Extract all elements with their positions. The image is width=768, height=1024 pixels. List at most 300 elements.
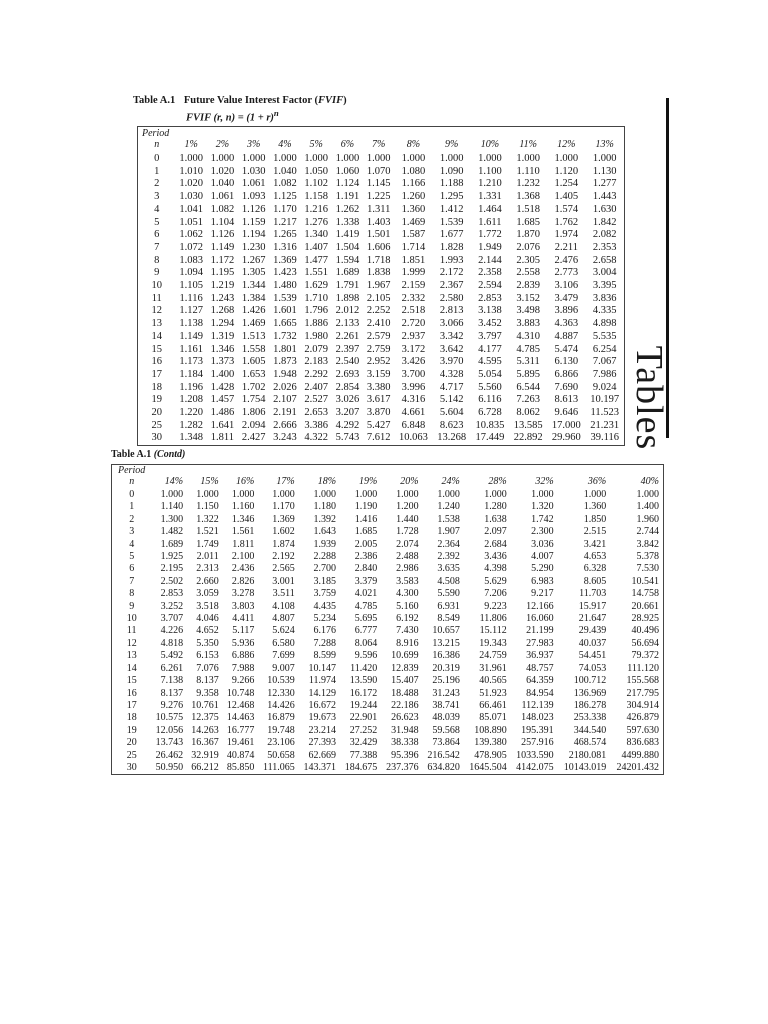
factor-cell: 1.322 <box>196 513 219 525</box>
factor-cell: 1.010 <box>179 165 203 177</box>
factor-cell: 19.244 <box>349 699 378 711</box>
table-row <box>138 432 625 445</box>
table-row <box>138 255 625 268</box>
table-row <box>112 762 664 775</box>
factor-cell: 1.082 <box>210 203 235 215</box>
rate-header: 36% <box>587 476 607 487</box>
factor-cell: 2.744 <box>636 526 659 538</box>
factor-cell: 1.811 <box>210 432 235 444</box>
factor-cell: 32.919 <box>191 749 219 761</box>
table-row <box>112 501 664 513</box>
factor-cell: 21.199 <box>526 625 554 637</box>
factor-cell: 2.012 <box>335 305 360 317</box>
factor-cell: 1.140 <box>160 501 184 513</box>
factor-cell: 11.703 <box>579 588 607 600</box>
factor-cell: 7.988 <box>231 662 255 674</box>
factor-cell: 1.949 <box>478 241 502 253</box>
factor-cell: 112.139 <box>521 699 554 711</box>
factor-cell: 16.172 <box>349 687 378 699</box>
factor-cell: 40.565 <box>479 675 507 687</box>
factor-cell: 2.937 <box>401 330 426 342</box>
factor-cell: 1.558 <box>241 343 266 355</box>
factor-cell: 2.986 <box>396 563 419 575</box>
table-row <box>112 700 664 712</box>
factor-cell: 1.000 <box>210 153 235 164</box>
factor-cell: 3.001 <box>272 575 295 587</box>
factor-cell: 1.501 <box>366 229 391 241</box>
factor-cell: 2.305 <box>516 254 540 266</box>
side-tab <box>624 345 674 451</box>
factor-cell: 14.263 <box>191 724 219 736</box>
factor-cell: 2.300 <box>531 526 554 538</box>
factor-cell: 21.647 <box>578 613 607 625</box>
factor-cell: 2.144 <box>478 254 502 266</box>
table-row <box>138 305 625 318</box>
factor-cell: 1.340 <box>304 229 328 241</box>
factor-cell: 4.653 <box>583 551 607 563</box>
factor-cell: 1.742 <box>531 513 554 525</box>
period-cell: 15 <box>126 675 137 687</box>
factor-cell: 1.127 <box>179 305 203 317</box>
factor-cell: 1.344 <box>241 280 266 292</box>
factor-cell: 1.062 <box>179 229 203 241</box>
factor-cell: 5.629 <box>484 575 507 587</box>
factor-cell: 8.916 <box>396 637 419 649</box>
factor-cell: 1.384 <box>241 292 266 304</box>
factor-cell: 31.961 <box>479 662 507 674</box>
factor-cell: 6.192 <box>396 613 419 625</box>
factor-cell: 2.407 <box>304 381 328 393</box>
factor-cell: 2.364 <box>437 538 460 550</box>
table-row <box>138 356 625 369</box>
factor-cell: 6.116 <box>478 394 502 406</box>
factor-cell: 184.675 <box>344 761 378 773</box>
table-row <box>112 638 664 650</box>
factor-cell: 1.428 <box>210 381 235 393</box>
factor-cell: 6.983 <box>531 575 554 587</box>
factor-cell: 1.400 <box>636 501 659 513</box>
factor-cell: 25.196 <box>432 675 460 687</box>
factor-cell: 1.295 <box>439 191 464 203</box>
factor-cell: 1.925 <box>160 551 184 563</box>
factor-cell: 1.124 <box>335 178 360 190</box>
factor-cell: 1.369 <box>272 513 295 525</box>
factor-cell: 1.170 <box>273 203 297 215</box>
factor-cell: 85.071 <box>479 712 507 724</box>
factor-cell: 1.072 <box>179 241 203 253</box>
table-row <box>138 407 625 420</box>
factor-cell: 7.263 <box>516 394 540 406</box>
factor-cell: 8.605 <box>583 575 607 587</box>
factor-cell: 1.369 <box>273 254 297 266</box>
factor-cell: 597.630 <box>626 724 659 736</box>
factor-cell: 1.305 <box>241 267 266 279</box>
factor-cell: 7.076 <box>196 662 219 674</box>
factor-cell: 9.266 <box>231 675 255 687</box>
table-row <box>112 650 664 662</box>
factor-cell: 1.000 <box>231 489 255 500</box>
factor-cell: 2.952 <box>366 356 391 368</box>
factor-cell: 1.102 <box>304 178 328 190</box>
factor-cell: 2.011 <box>196 551 219 563</box>
factor-cell: 1.594 <box>335 254 360 266</box>
factor-cell: 19.673 <box>308 712 337 724</box>
period-cell: 9 <box>129 600 135 612</box>
rate-header: 11% <box>519 139 537 150</box>
factor-cell: 11.420 <box>350 662 378 674</box>
factor-cell: 1.714 <box>401 241 426 253</box>
factor-cell: 19.748 <box>267 724 295 736</box>
factor-cell: 4.046 <box>196 613 219 625</box>
factor-cell: 3.252 <box>160 600 184 612</box>
factor-cell: 3.479 <box>554 292 579 304</box>
factor-cell: 1.172 <box>210 254 235 266</box>
factor-cell: 3.797 <box>478 330 502 342</box>
factor-cell: 1.806 <box>241 407 266 419</box>
table-row <box>138 191 625 204</box>
factor-cell: 2.579 <box>366 330 391 342</box>
factor-cell: 1.685 <box>354 526 378 538</box>
factor-cell: 2.195 <box>160 563 184 575</box>
factor-cell: 4.661 <box>401 407 426 419</box>
factor-cell: 22.186 <box>391 699 419 711</box>
factor-cell: 14.463 <box>226 712 255 724</box>
factor-cell: 1.104 <box>210 216 235 228</box>
factor-cell: 1.000 <box>354 489 378 500</box>
factor-cell: 1.254 <box>554 178 579 190</box>
factor-cell: 1.419 <box>335 229 360 241</box>
factor-cell: 2.026 <box>273 381 297 393</box>
factor-cell: 3.379 <box>354 575 378 587</box>
table-row <box>112 750 664 762</box>
factor-cell: 1.801 <box>273 343 297 355</box>
factor-cell: 1.482 <box>160 526 184 538</box>
factor-cell: 1.368 <box>516 191 540 203</box>
factor-cell: 1.749 <box>196 538 219 550</box>
factor-cell: 11.806 <box>479 613 507 625</box>
factor-cell: 1.195 <box>210 267 235 279</box>
factor-cell: 2.488 <box>396 551 419 563</box>
factor-cell: 1.538 <box>437 513 460 525</box>
table1-heading: Future Value Interest Factor (FVIF) <box>183 95 347 106</box>
factor-cell: 23.214 <box>308 724 337 736</box>
rate-header: 32% <box>535 476 554 487</box>
factor-cell: 4.292 <box>335 419 360 431</box>
factor-cell: 5.743 <box>335 432 360 444</box>
factor-cell: 3.185 <box>313 575 337 587</box>
factor-cell: 1.629 <box>304 280 328 292</box>
factor-cell: 1.208 <box>179 394 203 406</box>
factor-cell: 2.410 <box>366 318 391 330</box>
factor-cell: 8.062 <box>516 407 540 419</box>
factor-cell: 4.007 <box>531 551 554 563</box>
factor-cell: 1.426 <box>241 305 266 317</box>
factor-cell: 3.896 <box>554 305 579 317</box>
factor-cell: 1.392 <box>313 513 337 525</box>
period-cell: 7 <box>129 575 135 587</box>
factor-cell: 5.590 <box>437 588 460 600</box>
factor-cell: 3.452 <box>478 318 502 330</box>
factor-cell: 1.216 <box>304 203 328 215</box>
factor-cell: 1.718 <box>366 254 391 266</box>
factor-cell: 1.407 <box>304 241 328 253</box>
table-row <box>138 229 625 242</box>
period-cell: 17 <box>151 368 162 380</box>
factor-cell: 2.094 <box>241 419 266 431</box>
factor-cell: 1.260 <box>401 191 426 203</box>
period-cell: 13 <box>151 318 162 330</box>
factor-cell: 1.184 <box>179 368 203 380</box>
rate-header: 16% <box>235 476 255 487</box>
factor-cell: 2.653 <box>304 407 328 419</box>
factor-cell: 2.854 <box>335 381 360 393</box>
table-row <box>112 625 664 637</box>
table1-label: Table A.1 <box>133 95 176 106</box>
factor-cell: 6.580 <box>272 637 295 649</box>
factor-cell: 1.000 <box>366 153 391 164</box>
factor-cell: 4.316 <box>401 394 426 406</box>
factor-cell: 2.700 <box>313 563 337 575</box>
factor-cell: 27.983 <box>526 637 554 649</box>
factor-cell: 1.643 <box>313 526 337 538</box>
table1-formula: FVIF (r, $n) = (1 + r)^n$ <box>186 108 279 124</box>
period-cell: 1 <box>129 501 135 513</box>
factor-cell: 1.464 <box>478 203 502 215</box>
factor-cell: 3.380 <box>366 381 391 393</box>
period-cell: 2 <box>129 513 135 525</box>
factor-cell: 14.758 <box>631 588 659 600</box>
factor-cell: 1.040 <box>210 178 235 190</box>
factor-cell: 10.147 <box>308 662 337 674</box>
factor-cell: 8.064 <box>354 637 378 649</box>
factor-cell: 4.818 <box>160 637 184 649</box>
factor-cell: 1.282 <box>179 419 203 431</box>
table-row <box>112 563 664 575</box>
factor-cell: 10.539 <box>267 675 295 687</box>
period-cell: 13 <box>126 650 137 662</box>
factor-cell: 1.051 <box>179 216 203 228</box>
period-cell: 0 <box>129 489 135 500</box>
factor-cell: 2.192 <box>272 551 295 563</box>
factor-cell: 1.277 <box>592 178 617 190</box>
factor-cell: 14.426 <box>267 699 295 711</box>
factor-cell: 478.905 <box>474 749 507 761</box>
factor-cell: 18.488 <box>391 687 419 699</box>
rate-header: 7% <box>372 139 386 150</box>
factor-cell: 12.330 <box>267 687 295 699</box>
factor-cell: 4.435 <box>313 600 337 612</box>
factor-cell: 111.120 <box>627 662 659 674</box>
factor-cell: 1.180 <box>313 501 337 513</box>
period-cell: 20 <box>151 407 162 419</box>
factor-cell: 3.426 <box>401 356 426 368</box>
factor-cell: 1.149 <box>179 330 203 342</box>
factor-cell: 15.917 <box>578 600 607 612</box>
table2-contd: (Contd) <box>153 449 186 460</box>
factor-cell: 1.110 <box>516 165 540 177</box>
factor-cell: 1.886 <box>304 318 328 330</box>
factor-cell: 16.777 <box>226 724 255 736</box>
factor-cell: 14.129 <box>308 687 337 699</box>
factor-cell: 7.530 <box>636 563 659 575</box>
factor-cell: 1.539 <box>439 216 464 228</box>
factor-cell: 5.350 <box>196 637 219 649</box>
period-cell: 30 <box>126 761 137 773</box>
factor-cell: 1.268 <box>210 305 235 317</box>
table-row <box>112 514 664 526</box>
factor-cell: 2.076 <box>516 241 540 253</box>
period-cell: 2 <box>154 178 160 190</box>
rate-header: 9% <box>445 139 459 150</box>
factor-cell: 26.462 <box>155 749 184 761</box>
rate-header: 19% <box>358 476 378 487</box>
factor-cell: 10.197 <box>590 394 620 406</box>
period-cell: 3 <box>129 526 135 538</box>
factor-cell: 1.061 <box>241 178 266 190</box>
period-cell: 15 <box>151 343 162 355</box>
period-label: Period <box>142 128 170 139</box>
table-row <box>112 539 664 551</box>
factor-cell: 48.039 <box>432 712 460 724</box>
factor-cell: 1.842 <box>592 216 617 228</box>
factor-cell: 1.100 <box>478 165 502 177</box>
factor-cell: 1.000 <box>554 153 579 164</box>
factor-cell: 1.230 <box>241 241 266 253</box>
period-cell: 16 <box>126 687 137 699</box>
table1-body <box>138 153 625 446</box>
factor-cell: 1.601 <box>273 305 297 317</box>
factor-cell: 3.172 <box>401 343 426 355</box>
factor-cell: 2.191 <box>273 407 297 419</box>
side-tab-label: Tables <box>628 345 670 451</box>
factor-cell: 1.521 <box>196 526 219 538</box>
factor-cell: 1.689 <box>160 538 184 550</box>
table2-body <box>112 489 664 775</box>
factor-cell: 1.939 <box>313 538 337 550</box>
factor-cell: 1.513 <box>241 330 266 342</box>
factor-cell: 2.107 <box>273 394 297 406</box>
factor-cell: 1.898 <box>335 292 360 304</box>
factor-cell: 1.477 <box>304 254 328 266</box>
factor-cell: 5.492 <box>160 650 184 662</box>
factor-cell: 27.252 <box>349 724 378 736</box>
factor-cell: 6.728 <box>478 407 502 419</box>
factor-cell: 10.657 <box>432 625 460 637</box>
factor-cell: 3.707 <box>160 613 184 625</box>
factor-cell: 73.864 <box>432 737 460 749</box>
factor-cell: 1.094 <box>179 267 203 279</box>
factor-cell: 3.842 <box>636 538 659 550</box>
factor-cell: 16.386 <box>432 650 460 662</box>
factor-cell: 1.689 <box>335 267 360 279</box>
factor-cell: 24201.432 <box>616 761 659 773</box>
factor-cell: 1.090 <box>439 165 464 177</box>
factor-cell: 8.613 <box>554 394 579 406</box>
factor-cell: 344.540 <box>573 724 607 736</box>
factor-cell: 1.412 <box>439 203 464 215</box>
factor-cell: 1.539 <box>273 292 297 304</box>
factor-cell: 2.183 <box>304 356 328 368</box>
factor-cell: 1.267 <box>241 254 266 266</box>
factor-cell: 32.429 <box>349 737 378 749</box>
factor-cell: 10.063 <box>399 432 428 444</box>
factor-cell: 5.560 <box>478 381 502 393</box>
factor-cell: 3.635 <box>437 563 460 575</box>
factor-cell: 1.702 <box>241 381 266 393</box>
factor-cell: 1033.590 <box>516 749 554 761</box>
factor-cell: 136.969 <box>573 687 607 699</box>
table2-title <box>111 449 185 460</box>
factor-cell: 2.261 <box>335 330 360 342</box>
factor-cell: 6.261 <box>160 662 184 674</box>
factor-cell: 3.759 <box>313 588 337 600</box>
period-cell: 18 <box>151 381 162 393</box>
factor-cell: 4.411 <box>232 613 255 625</box>
factor-cell: 7.206 <box>484 588 507 600</box>
factor-cell: 13.743 <box>155 737 184 749</box>
factor-cell: 2.159 <box>401 280 426 292</box>
factor-cell: 5.895 <box>516 368 540 380</box>
factor-cell: 15.407 <box>391 675 419 687</box>
factor-cell: 2.853 <box>160 588 184 600</box>
factor-cell: 4499.880 <box>621 749 659 761</box>
factor-cell: 1.080 <box>401 165 426 177</box>
factor-cell: 3.421 <box>583 538 607 550</box>
factor-cell: 1.677 <box>439 229 464 241</box>
factor-cell: 4.508 <box>437 575 460 587</box>
factor-cell: 1.160 <box>231 501 255 513</box>
factor-cell: 2.358 <box>478 267 502 279</box>
factor-cell: 2.386 <box>354 551 378 563</box>
factor-cell: 1.000 <box>531 489 554 500</box>
rate-header-row <box>138 139 625 153</box>
factor-cell: 5.378 <box>636 551 659 563</box>
rate-header: 5% <box>309 139 323 150</box>
factor-cell: 4.226 <box>160 625 184 637</box>
factor-cell: 2.502 <box>160 575 184 587</box>
factor-cell: 3.278 <box>231 588 255 600</box>
factor-cell: 1.360 <box>583 501 607 513</box>
factor-cell: 2.313 <box>196 563 219 575</box>
factor-cell: 1.561 <box>231 526 255 538</box>
factor-cell: 3.498 <box>516 305 540 317</box>
table-row <box>112 551 664 563</box>
factor-cell: 4.595 <box>478 356 502 368</box>
factor-cell: 59.568 <box>432 724 460 736</box>
factor-cell: 15.112 <box>479 625 507 637</box>
period-cell: 5 <box>129 551 135 563</box>
rate-header: 2% <box>215 139 230 150</box>
factor-cell: 26.623 <box>391 712 419 724</box>
factor-cell: 2.515 <box>583 526 607 538</box>
table-row <box>138 178 625 191</box>
factor-cell: 1.457 <box>210 394 235 406</box>
factor-cell: 217.795 <box>626 687 659 699</box>
factor-cell: 1.405 <box>554 191 579 203</box>
factor-cell: 56.694 <box>631 637 659 649</box>
factor-cell: 10.748 <box>226 687 255 699</box>
factor-cell: 2.853 <box>478 292 502 304</box>
factor-cell: 216.542 <box>427 749 460 761</box>
factor-cell: 3.036 <box>531 538 554 550</box>
factor-cell: 2.332 <box>401 292 426 304</box>
factor-cell: 24.759 <box>479 650 507 662</box>
factor-cell: 1.194 <box>241 229 266 241</box>
factor-cell: 50.658 <box>267 749 295 761</box>
period-cell: 25 <box>126 749 137 761</box>
factor-cell: 23.106 <box>267 737 295 749</box>
table-row <box>112 576 664 588</box>
